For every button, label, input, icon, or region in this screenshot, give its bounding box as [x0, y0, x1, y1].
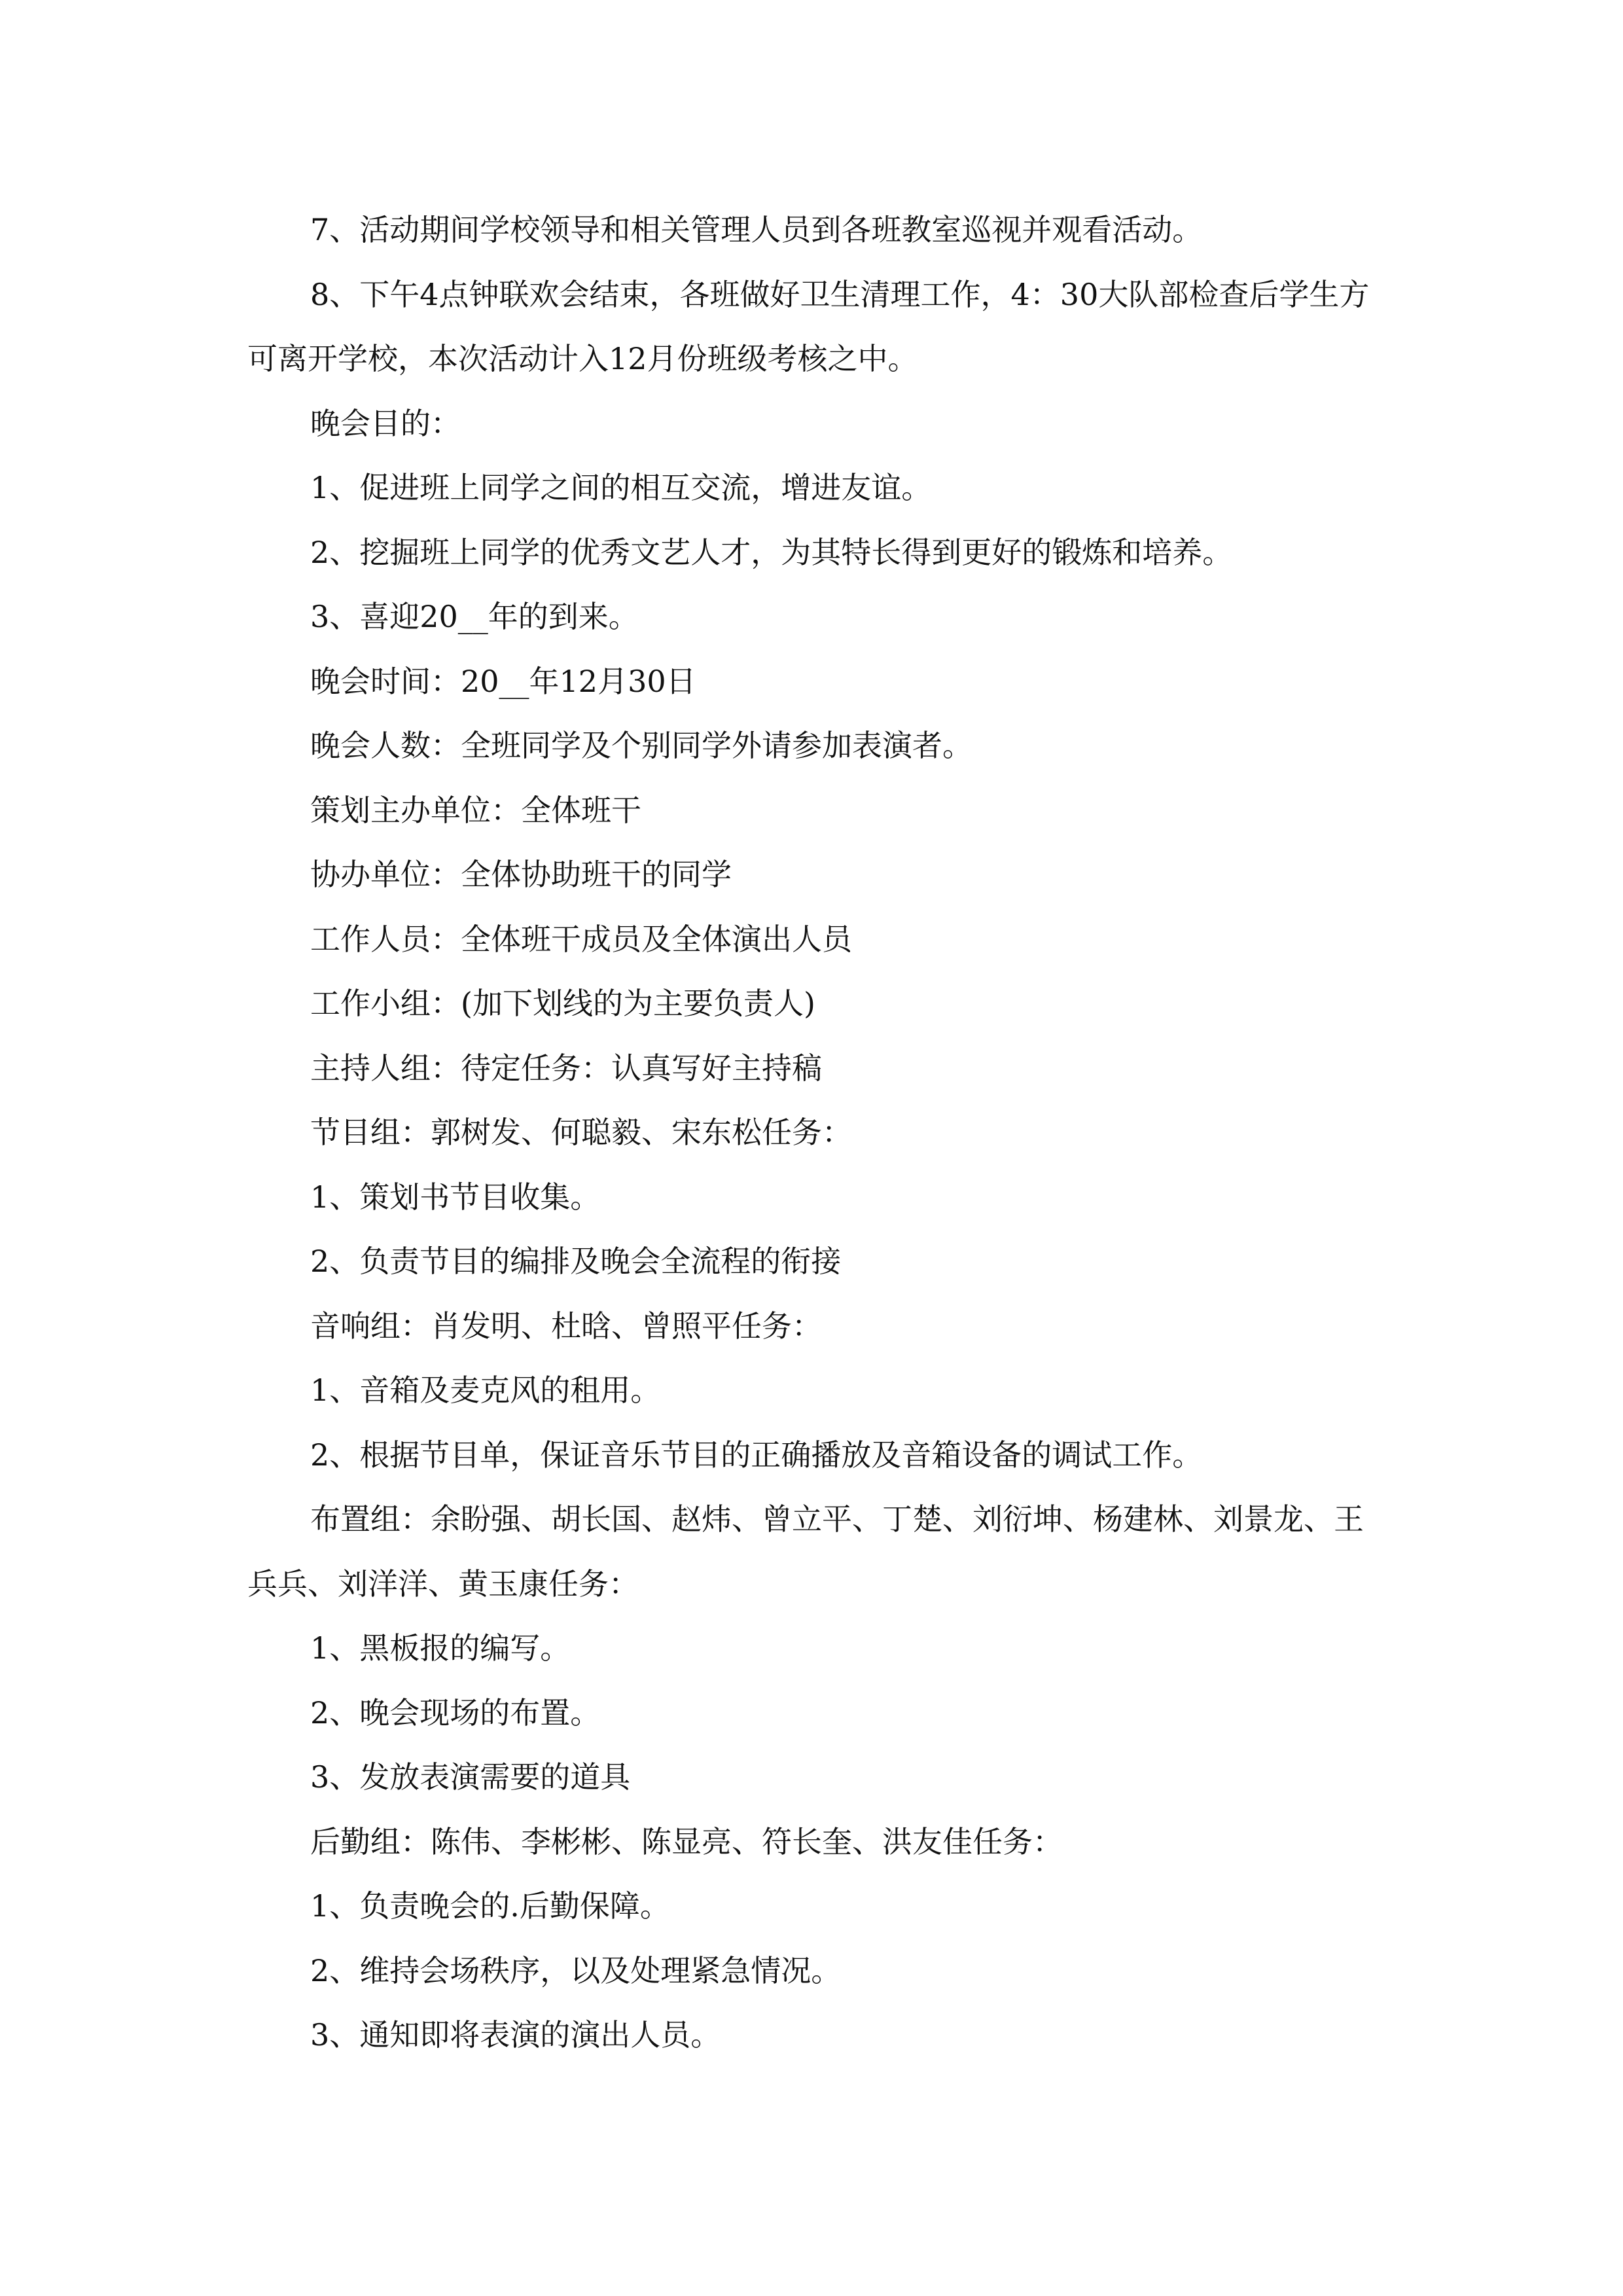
paragraph: 7、活动期间学校领导和相关管理人员到各班教室巡视并观看活动。	[310, 212, 1203, 247]
paragraph: 主持人组：待定任务：认真写好主持稿	[310, 1050, 822, 1086]
paragraph: 2、根据节目单，保证音乐节目的正确播放及音箱设备的调试工作。	[310, 1437, 1203, 1473]
paragraph: 1、音箱及麦克风的租用。	[310, 1372, 661, 1408]
paragraph: 晚会目的：	[310, 405, 461, 441]
paragraph: 工作小组：(加下划线的为主要负责人)	[310, 986, 815, 1021]
paragraph: 策划主办单位：全体班干	[310, 792, 641, 828]
paragraph: 2、负责节目的编排及晚会全流程的衔接	[310, 1244, 842, 1279]
paragraph: 2、维持会场秩序，以及处理紧急情况。	[310, 1952, 842, 1988]
paragraph: 1、策划书节目收集。	[310, 1179, 601, 1215]
paragraph: 2、晚会现场的布置。	[310, 1695, 601, 1731]
paragraph: 节目组：郭树发、何聪毅、宋东松任务：	[310, 1115, 852, 1150]
paragraph: 8、下午4点钟联欢会结束，各班做好卫生清理工作，4：30大队部检查后学生方可离开学校，本次活动计入12月份班级考核之中。	[247, 276, 1370, 376]
paragraph: 音响组：肖发明、杜晗、曾照平任务：	[310, 1308, 822, 1344]
paragraph: 2、挖掘班上同学的优秀文艺人才，为其特长得到更好的锻炼和培养。	[310, 534, 1233, 570]
paragraph: 后勤组：陈伟、李彬彬、陈显亮、符长奎、洪友佳任务：	[310, 1823, 1063, 1859]
paragraph: 1、负责晚会的.后勤保障。	[310, 1888, 670, 1924]
paragraph: 3、通知即将表演的演出人员。	[310, 2017, 721, 2053]
paragraph: 晚会时间：20__年12月30日	[310, 663, 696, 699]
paragraph: 晚会人数：全班同学及个别同学外请参加表演者。	[310, 728, 972, 763]
paragraph: 1、促进班上同学之间的相互交流，增进友谊。	[310, 470, 932, 505]
paragraph: 3、发放表演需要的道具	[310, 1759, 631, 1795]
paragraph: 3、喜迎20__年的到来。	[310, 599, 639, 634]
document-body	[247, 198, 1389, 2068]
paragraph: 布置组：余盼强、胡长国、赵炜、曾立平、丁楚、刘衍坤、杨建林、刘景龙、王兵兵、刘洋洋、黄玉康任务：	[247, 1501, 1364, 1602]
paragraph: 1、黑板报的编写。	[310, 1630, 571, 1666]
paragraph: 协办单位：全体协助班干的同学	[310, 857, 732, 892]
paragraph: 工作人员：全体班干成员及全体演出人员	[310, 921, 852, 957]
